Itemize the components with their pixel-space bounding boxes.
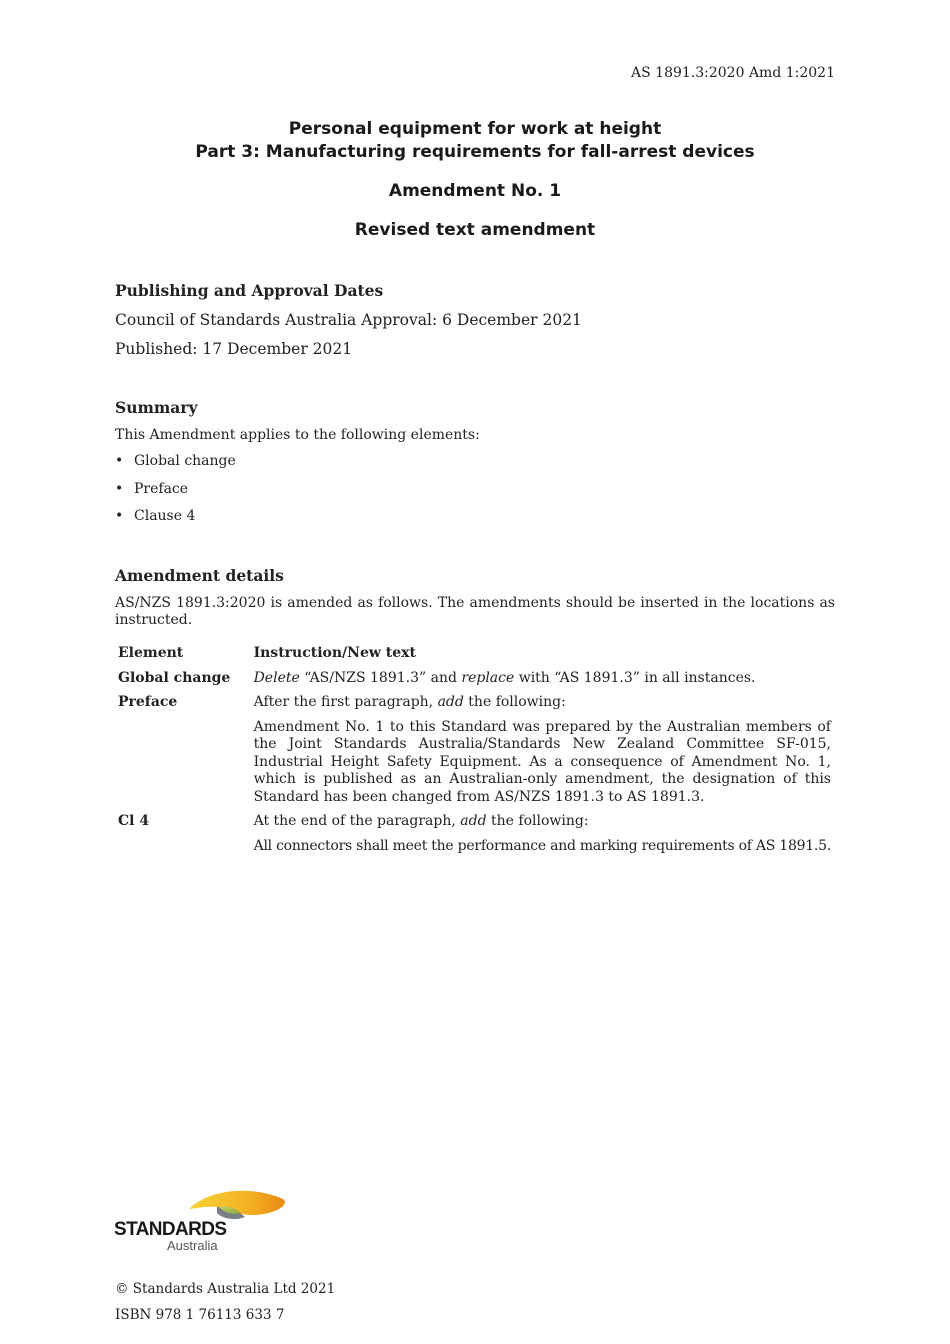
instruction-preface [250,694,835,813]
amendment-number: Amendment No. 1 [388,181,562,201]
approval-date: Council of Standards Australia Approval: 6 December 2021 [115,311,582,329]
instruction-keyword: Delete [253,669,300,686]
published-date: Published: 17 December 2021 [115,340,353,358]
document-id: AS 1891.3:2020 Amd 1:2021 [631,65,835,81]
instruction-text: with “AS 1891.3” in all instances. [514,669,756,686]
amendment-type: Revised text amendment [354,220,596,240]
table-row [114,670,835,695]
instruction-clause-4 [250,813,835,855]
instruction-keyword: replace [461,669,515,686]
column-header-instruction: Instruction/New text [253,645,416,661]
instruction-global-change [250,670,835,695]
clause-4-new-text: All connectors shall meet the performance and marking requirements of AS 1891.5. [253,837,831,854]
footer-isbn: ISBN 978 1 76113 633 7 [115,1307,285,1323]
logo-wordmark-standards: STANDARDS [114,1219,227,1240]
footer-copyright: © Standards Australia Ltd 2021 [115,1281,336,1297]
table-row [114,694,835,813]
amendment-table [114,645,835,855]
dates-section [115,281,835,359]
dates-heading: Publishing and Approval Dates [115,281,384,300]
column-header-element: Element [118,645,184,661]
instruction-text: “AS/NZS 1891.3” and [299,669,462,686]
title-line-2: Part 3: Manufacturing requirements for fall-arrest devices [195,142,755,162]
list-item: • Clause 4 [115,508,835,536]
instruction-text: After the first paragraph, [253,694,438,710]
title-line-1: Personal equipment for work at height [288,119,662,139]
element-global-change: Global change [118,669,231,686]
table-header-row [114,645,835,670]
list-item: • Global change [115,453,835,481]
summary-intro: This Amendment applies to the following elements: [115,427,480,443]
details-heading: Amendment details [115,566,284,585]
instruction-line [254,813,831,838]
logo-wordmark-australia: Australia [167,1238,218,1253]
summary-list [115,453,835,536]
details-section [115,566,835,855]
standards-australia-logo [113,1185,293,1255]
instruction-keyword: add [460,813,487,829]
summary-heading: Summary [115,398,198,417]
element-clause-4: Cl 4 [118,813,150,829]
instruction-line [254,694,831,719]
preface-new-text: Amendment No. 1 to this Standard was prepared by the Australian members of the Joint Standards Australia/Standards New Zealand Committee SF-015, Industrial Height Safety Equipment. As a consequence of Amendment No. 1, which is published as an Australian-only amendment, the designation of this Standard has been changed from AS/NZS 1891.3 to AS 1891.3. [253,718,831,805]
instruction-text: the following: [463,694,566,710]
title-block [0,118,950,242]
table-row [114,813,835,855]
element-preface: Preface [118,694,178,710]
instruction-keyword: add [437,694,464,710]
list-item: • Preface [115,481,835,509]
instruction-text: At the end of the paragraph, [253,813,461,829]
details-intro: AS/NZS 1891.3:2020 is amended as follows. The amendments should be inserted in the locations as instructed. [115,595,835,628]
instruction-text: the following: [486,813,589,829]
summary-section [115,398,835,536]
